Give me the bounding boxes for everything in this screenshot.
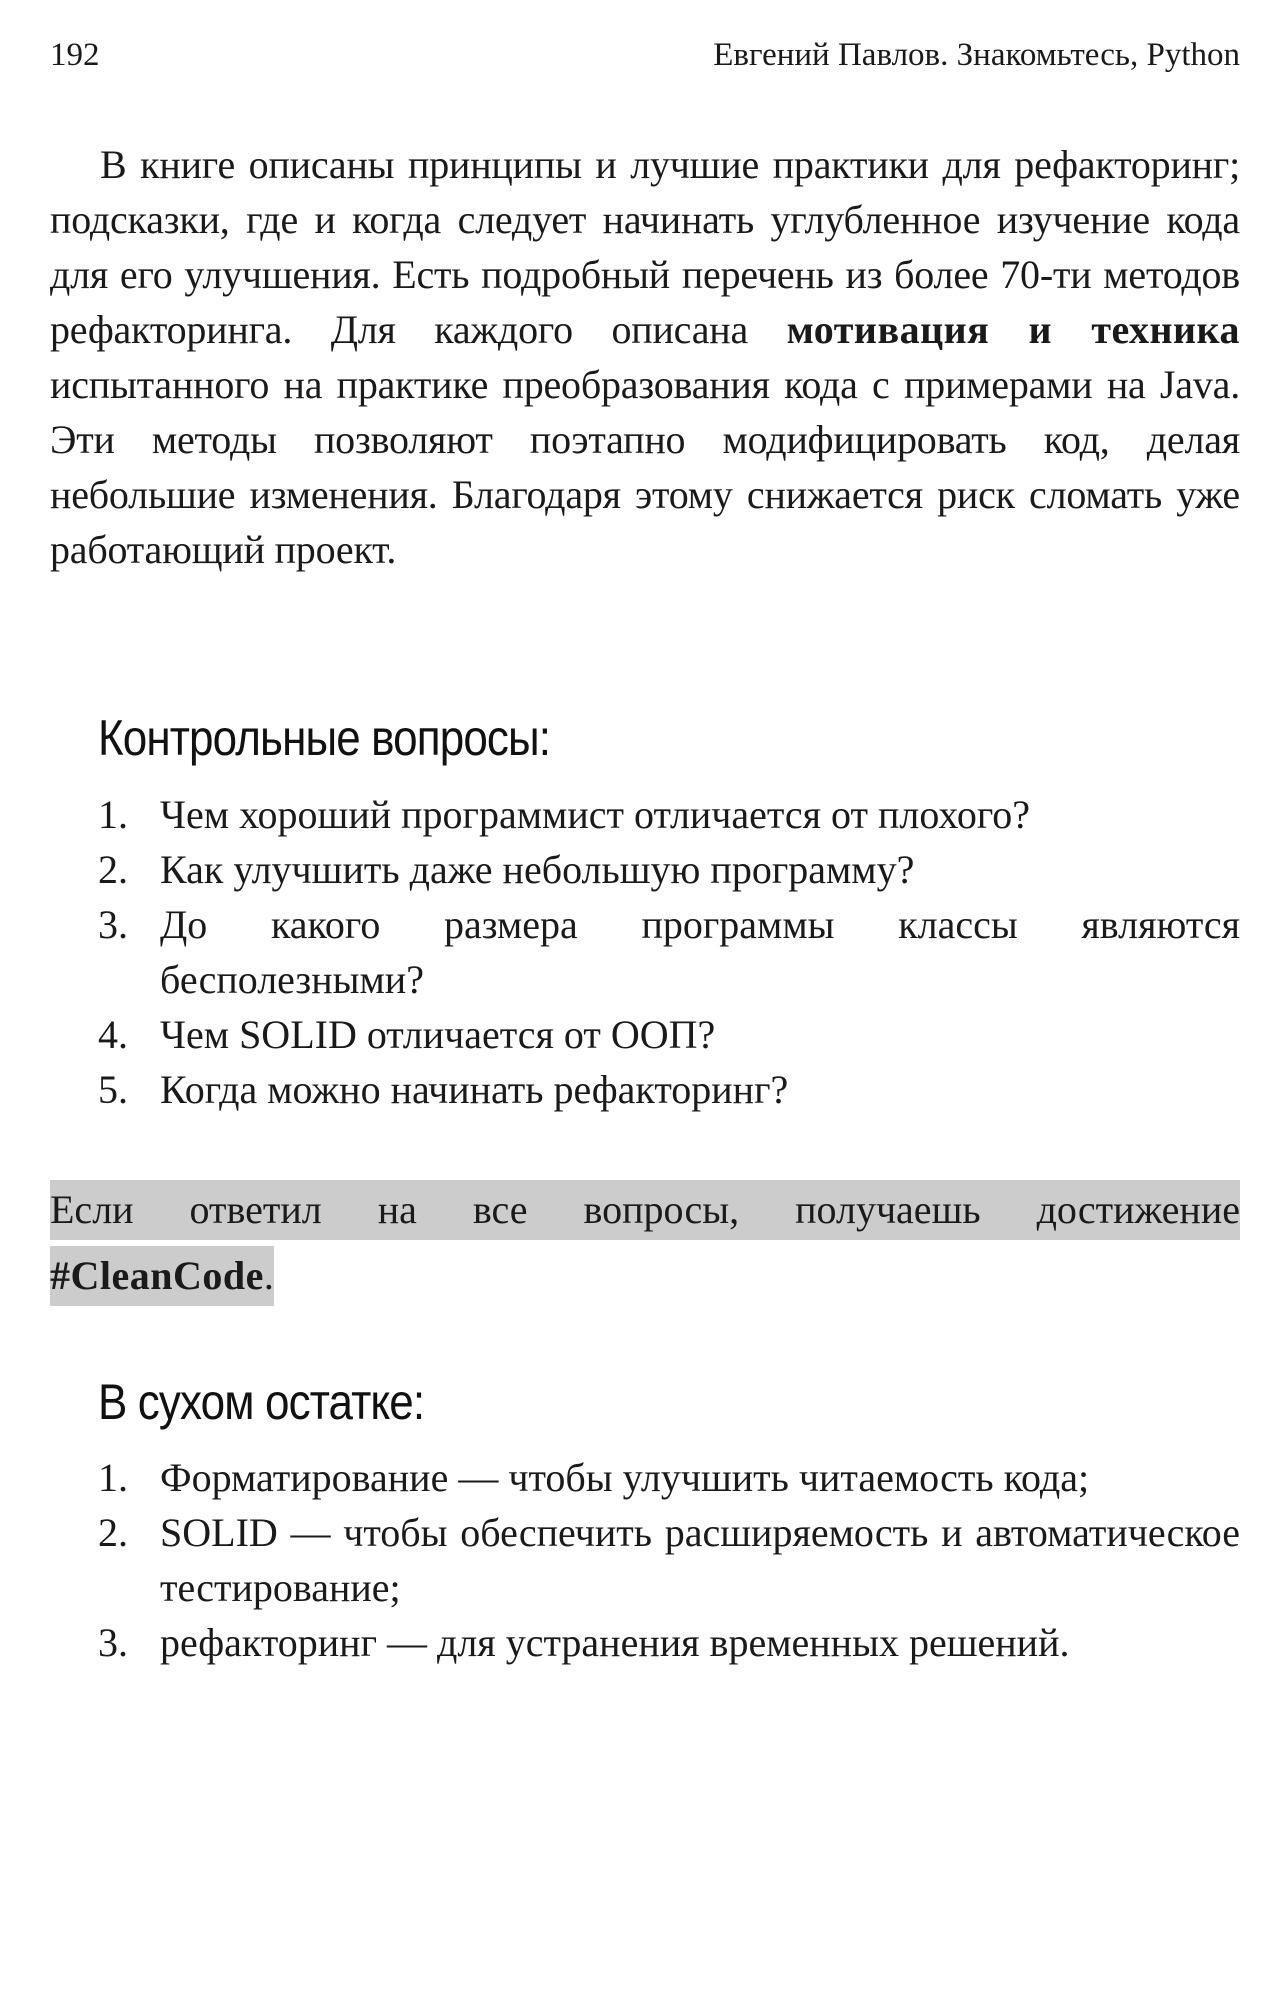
- achievement-badge: [50, 1246, 274, 1306]
- question-item: [50, 1062, 1240, 1117]
- question-number: 1.: [98, 792, 128, 837]
- achievement-callout: [50, 1180, 1240, 1306]
- question-item: [50, 787, 1240, 842]
- book-title: Евгений Павлов. Знакомьтесь, Python: [713, 37, 1240, 73]
- question-number: 5.: [98, 1067, 128, 1112]
- summary-list: [50, 1450, 1240, 1670]
- question-number: 2.: [98, 847, 128, 892]
- summary-item: [50, 1505, 1240, 1615]
- questions-heading: Контрольные вопросы:: [98, 710, 551, 766]
- summary-text: Форматирование — чтобы улучшить читаемость кода;: [160, 1455, 1090, 1500]
- achievement-hashtag: #CleanCode: [50, 1253, 264, 1298]
- question-number: 3.: [98, 902, 128, 947]
- summary-number: 2.: [98, 1510, 128, 1555]
- questions-list: [50, 787, 1240, 1117]
- summary-number: 1.: [98, 1455, 128, 1500]
- achievement-trailing: .: [263, 1253, 274, 1298]
- question-text: Как улучшить даже небольшую программу?: [160, 847, 915, 892]
- question-text: Когда можно начинать рефакторинг?: [160, 1067, 789, 1112]
- summary-text: рефакторинг — для устранения временных решений.: [160, 1620, 1070, 1665]
- page-number: 192: [50, 37, 100, 73]
- achievement-text: Если ответил на все вопросы, получаешь достижение: [50, 1180, 1240, 1240]
- question-number: 4.: [98, 1012, 128, 1057]
- summary-text: SOLID — чтобы обеспечить расширяемость и автоматическое тестирование;: [160, 1510, 1240, 1610]
- question-text: Чем хороший программист отличается от плохого?: [160, 792, 1031, 837]
- achievement-line: [50, 1180, 1240, 1240]
- summary-number: 3.: [98, 1620, 128, 1665]
- running-header: [50, 30, 1240, 80]
- question-item: [50, 1007, 1240, 1062]
- intro-bold-text: мотивация и техника: [786, 307, 1240, 352]
- summary-heading: В сухом остатке:: [98, 1374, 425, 1430]
- question-text: До какого размера программы классы являются бесполезными?: [160, 902, 1240, 1002]
- intro-text-before: В книге описаны принципы и лучшие практики для рефакторинг; подсказки, где и когда следует начинать углубленное изучение кода для его улучшения. Есть подробный перечень из более 70-ти методов рефакторинга. Для каждого описана: [50, 142, 1240, 352]
- question-text: Чем SOLID отличается от ООП?: [160, 1012, 716, 1057]
- intro-paragraph: [50, 137, 1240, 577]
- question-item: [50, 842, 1240, 897]
- intro-text-after: испытанного на практике преобразования кода с примерами на Java. Эти методы позволяют поэтапно модифицировать код, делая небольшие изменения. Благодаря этому снижается риск сломать уже работающий проект.: [50, 362, 1240, 572]
- summary-item: [50, 1615, 1240, 1670]
- summary-item: [50, 1450, 1240, 1505]
- question-item: [50, 897, 1240, 1007]
